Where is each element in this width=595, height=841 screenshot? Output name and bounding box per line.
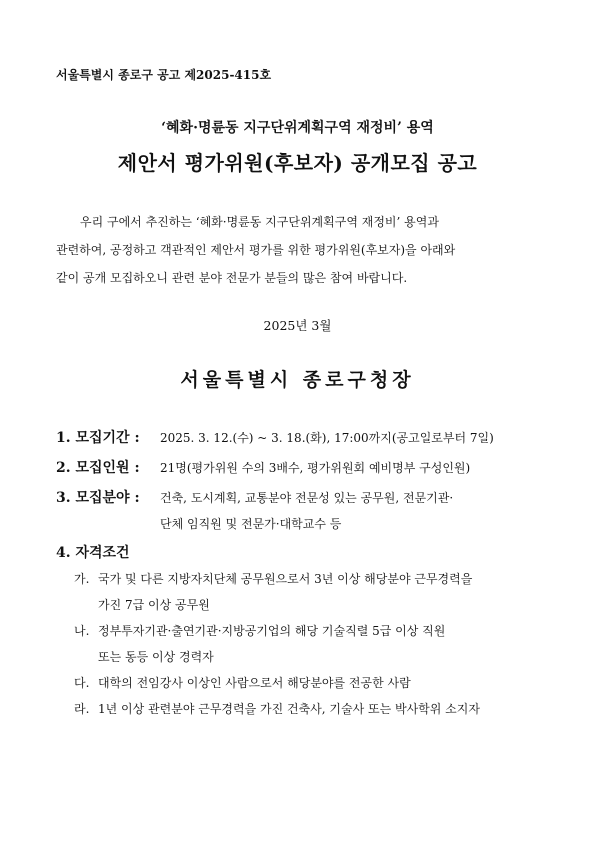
title-line-2: 제안서 평가위원(후보자) 공개모집 공고 — [117, 151, 478, 175]
title-line-1: ‘혜화·명륜동 지구단위계획구역 재정비’ 용역 — [161, 120, 434, 136]
qualification-text-continued: 가진 7급 이상 공무원 — [98, 598, 210, 612]
section-1-content: 2025. 3. 12.(수) ~ 3. 18.(화), 17:00까지(공고일로부터 7일) — [160, 431, 494, 445]
intro-line: 같이 공개 모집하오니 관련 분야 전문가 분들의 많은 참여 바랍니다. — [56, 271, 408, 285]
qualification-marker: 가. — [74, 572, 90, 586]
qualification-marker: 나. — [74, 624, 90, 638]
section-3-content: 건축, 도시계획, 교통분야 전문성 있는 공무원, 전문기관· — [160, 491, 454, 505]
intro-paragraph — [56, 208, 546, 292]
notice-number: 서울특별시 종로구 공고 제2025-415호 — [56, 68, 272, 82]
section-2-heading: 2. 모집인원 : — [56, 460, 140, 476]
intro-line: 우리 구에서 추진하는 ‘혜화·명륜동 지구단위계획구역 재정비’ 용역과 — [80, 215, 439, 229]
section-4-heading: 4. 자격조건 — [56, 545, 130, 561]
qualification-marker: 다. — [74, 676, 90, 690]
qualification-text: 1년 이상 관련분야 근무경력을 가진 건축사, 기술사 또는 박사학위 소지자 — [98, 702, 480, 716]
qualification-text: 국가 및 다른 지방자치단체 공무원으로서 3년 이상 해당분야 근무경력을 — [98, 572, 473, 586]
qualification-text: 대학의 전임강사 이상인 사람으로서 해당분야를 전공한 사람 — [98, 676, 411, 690]
section-3-heading: 3. 모집분야 : — [56, 490, 140, 506]
intro-line: 관련하여, 공정하고 객관적인 제안서 평가를 위한 평가위원(후보자)을 아래와 — [56, 243, 456, 257]
qualification-text: 정부투자기관·출연기관·지방공기업의 해당 기술직렬 5급 이상 직원 — [98, 624, 446, 638]
section-1-heading: 1. 모집기간 : — [56, 430, 140, 446]
notice-date: 2025년 3월 — [263, 318, 332, 333]
qualification-marker: 라. — [74, 702, 90, 716]
section-2-content: 21명(평가위원 수의 3배수, 평가위원회 예비명부 구성인원) — [160, 461, 471, 475]
issuer-name: 서울특별시 종로구청장 — [180, 369, 415, 391]
section-3-content-continued: 단체 임직원 및 전문가·대학교수 등 — [160, 517, 342, 531]
qualification-text-continued: 또는 동등 이상 경력자 — [98, 650, 214, 664]
